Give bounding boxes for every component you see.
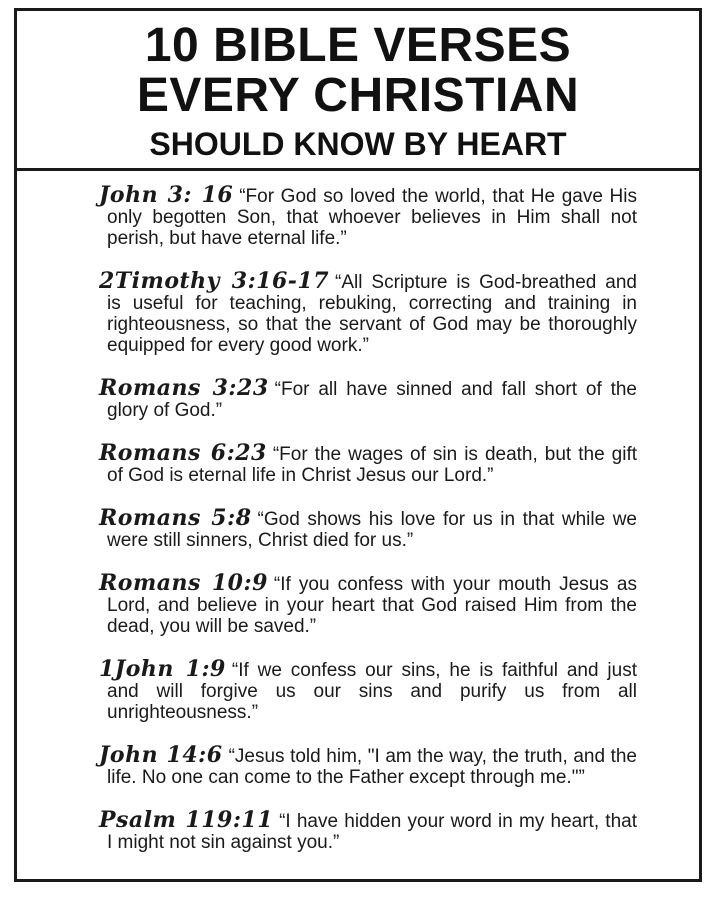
verse-text: “I have hidden your word in my heart, that I might not sin against you.” <box>107 811 637 853</box>
verse-item <box>99 656 637 723</box>
poster-header <box>17 11 699 171</box>
verse-item <box>99 742 637 788</box>
verse-text: “Jesus told him, "I am the way, the truth, and the life. No one can come to the Father except through me."” <box>107 746 637 788</box>
title-line-1: 10 BIBLE VERSES <box>144 19 572 72</box>
verse-reference: Romans 6:23 <box>99 440 267 466</box>
verse-text: “If we confess our sins, he is faithful and just and will forgive us our sins and purify us from all unrighteousness.” <box>107 660 637 723</box>
verse-item <box>99 375 637 421</box>
verse-text: “God shows his love for us in that while we were still sinners, Christ died for us.” <box>107 509 637 551</box>
verse-text: “For God so loved the world, that He gave His only begotten Son, that whoever believes in Him shall not perish, but have eternal life.” <box>107 186 637 249</box>
verse-text: “For the wages of sin is death, but the gift of God is eternal life in Christ Jesus our Lord.” <box>107 444 638 486</box>
verse-item <box>99 505 637 551</box>
verse-reference: John 14:6 <box>99 742 223 768</box>
verse-reference: 2Timothy 3:16-17 <box>99 268 330 294</box>
verse-text: “For all have sinned and fall short of the glory of God.” <box>107 379 637 421</box>
verse-reference: Psalm 119:11 <box>99 807 274 833</box>
verse-item <box>99 440 638 486</box>
verse-reference: John 3: 16 <box>99 182 234 208</box>
verse-reference: 1John 1:9 <box>99 656 226 682</box>
verse-item <box>99 570 637 637</box>
verse-item <box>99 807 637 853</box>
verse-item <box>99 268 637 356</box>
verse-item <box>99 182 637 249</box>
subtitle: SHOULD KNOW BY HEART <box>149 126 567 162</box>
verse-list <box>17 171 699 853</box>
verse-reference: Romans 5:8 <box>99 505 252 531</box>
verse-reference: Romans 10:9 <box>99 570 268 596</box>
verse-text: “If you confess with your mouth Jesus as Lord, and believe in your heart that God raised Him from the dead, you will be saved.” <box>107 574 637 637</box>
poster-frame <box>14 8 702 882</box>
verse-text: “All Scripture is God-breathed and is useful for teaching, rebuking, correcting and training in righteousness, so that the servant of God may be thoroughly equipped for every good work.” <box>107 272 637 356</box>
title-line-2: EVERY CHRISTIAN <box>136 69 580 122</box>
verse-reference: Romans 3:23 <box>99 375 269 401</box>
